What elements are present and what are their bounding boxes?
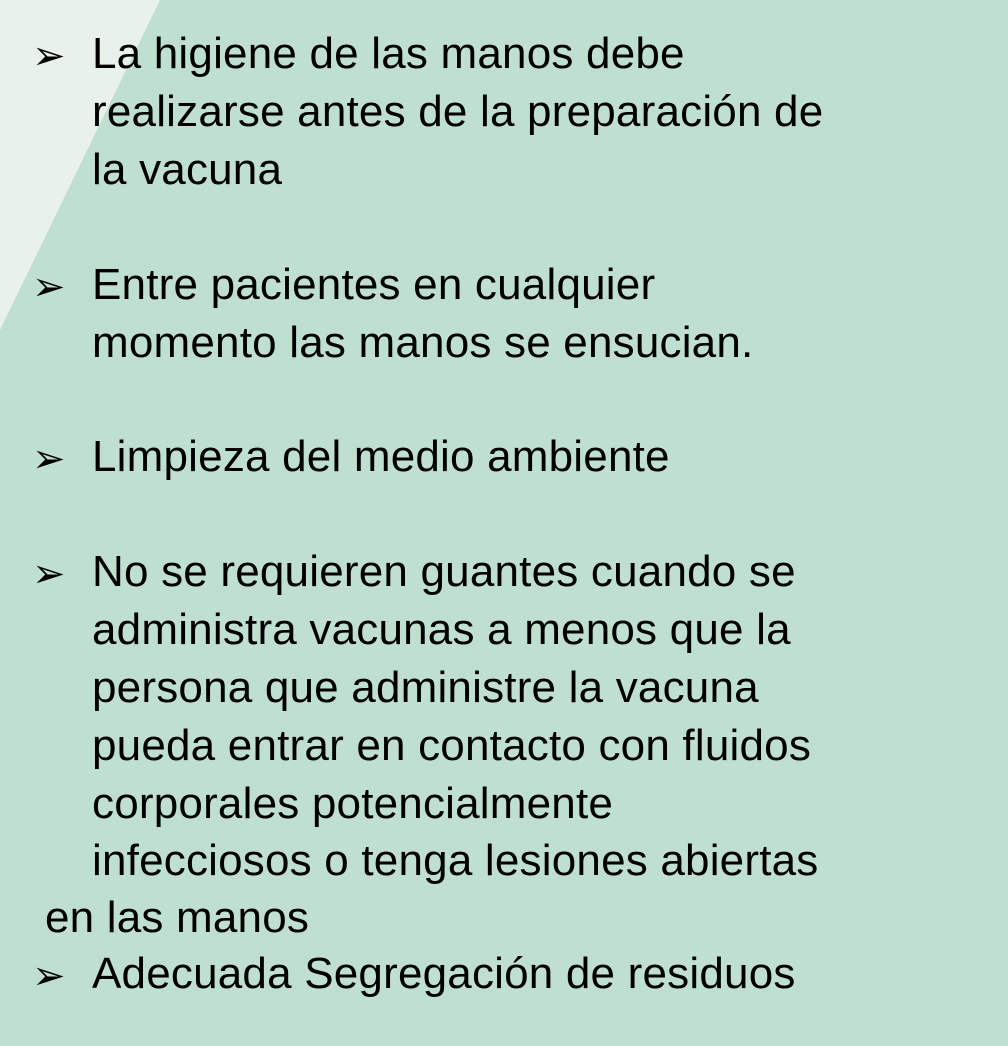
arrowhead-bullet-icon: ➢ bbox=[32, 552, 66, 596]
arrowhead-bullet-icon: ➢ bbox=[32, 954, 66, 998]
bullet-text-line: la vacuna bbox=[92, 145, 283, 194]
bullet-text-line: persona que administre la vacuna bbox=[92, 663, 759, 712]
bullet-text-line: Entre pacientes en cualquier bbox=[92, 260, 656, 309]
arrowhead-bullet-icon: ➢ bbox=[32, 265, 66, 309]
bullet-text-line: momento las manos se ensucian. bbox=[92, 318, 754, 367]
bullet-text-line: La higiene de las manos debe bbox=[92, 29, 685, 78]
bullet-text-line: pueda entrar en contacto con fluidos bbox=[92, 721, 812, 770]
bullet-text-line: administra vacunas a menos que la bbox=[92, 605, 791, 654]
bullet-text-line: realizarse antes de la preparación de bbox=[92, 87, 824, 136]
bullet-text-line: Adecuada Segregación de residuos bbox=[92, 949, 796, 998]
bullet-text-line: corporales potencialmente bbox=[92, 779, 614, 828]
arrowhead-bullet-icon: ➢ bbox=[32, 34, 66, 78]
bullet-text-line: infecciosos o tenga lesiones abiertas bbox=[92, 836, 819, 885]
bullet-text-line: en las manos bbox=[45, 893, 310, 942]
bullet-text-line: Limpieza del medio ambiente bbox=[92, 432, 670, 481]
arrowhead-bullet-icon: ➢ bbox=[32, 437, 66, 481]
bullet-text-line: No se requieren guantes cuando se bbox=[92, 547, 796, 596]
